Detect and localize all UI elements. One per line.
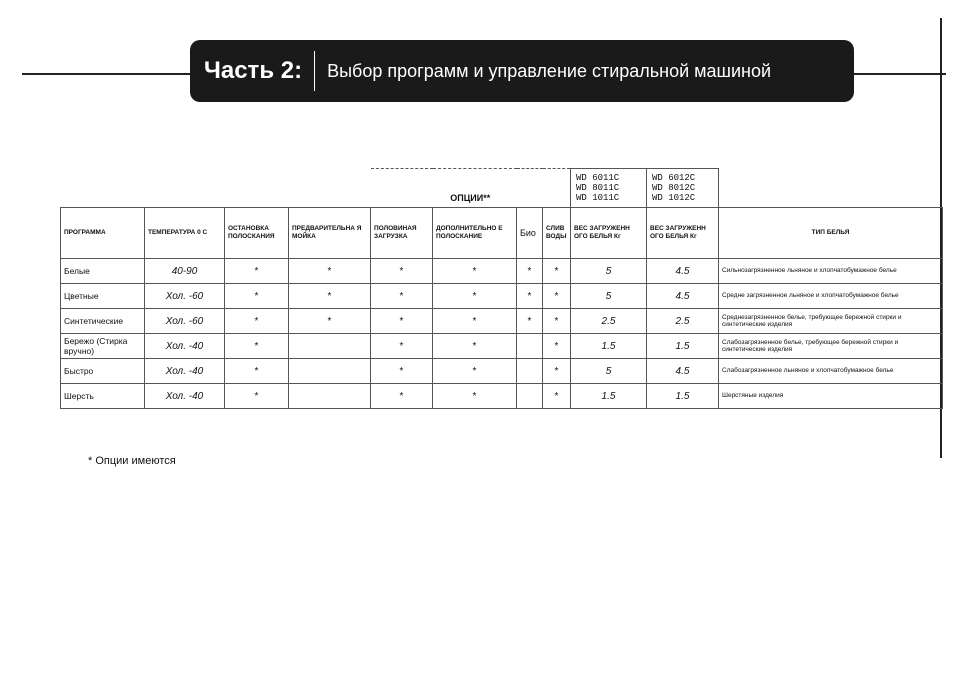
table-cell: 5 <box>571 284 647 309</box>
table-cell: * <box>225 259 289 284</box>
table-row <box>61 309 943 334</box>
table-cell: * <box>543 259 571 284</box>
program-name: Белые <box>61 259 145 284</box>
col-header: ДОПОЛНИТЕЛЬНО Е ПОЛОСКАНИЕ <box>433 208 517 259</box>
header-row <box>61 208 943 259</box>
table-cell: * <box>289 309 371 334</box>
table-cell: 1.5 <box>647 384 719 409</box>
options-group-header: ОПЦИИ** <box>371 169 571 208</box>
models-col2: WD 6012C WD 8012C WD 1012C <box>647 169 719 208</box>
table-cell: * <box>225 359 289 384</box>
table-cell: * <box>543 309 571 334</box>
table-cell: * <box>225 309 289 334</box>
table-cell <box>517 334 543 359</box>
col-header: ВЕС ЗАГРУЖЕНН ОГО БЕЛЬЯ Кг <box>571 208 647 259</box>
section-banner <box>190 40 854 102</box>
table-cell: 1.5 <box>571 384 647 409</box>
col-header: СЛИВ ВОДЫ <box>543 208 571 259</box>
program-table <box>60 168 943 409</box>
table-cell: Хол. -60 <box>145 309 225 334</box>
table-cell <box>517 359 543 384</box>
table-cell: * <box>543 384 571 409</box>
col-header: ПОЛОВИНАЯ ЗАГРУЗКА <box>371 208 433 259</box>
models-row <box>61 169 943 208</box>
table-cell: * <box>433 384 517 409</box>
program-name: Синтетические <box>61 309 145 334</box>
models-col1: WD 6011C WD 8011C WD 1011C <box>571 169 647 208</box>
table-cell: * <box>433 284 517 309</box>
table-cell: * <box>371 359 433 384</box>
table-cell: 5 <box>571 359 647 384</box>
table-cell: 40-90 <box>145 259 225 284</box>
table-cell: * <box>371 284 433 309</box>
table-cell: * <box>517 259 543 284</box>
table-cell: * <box>433 334 517 359</box>
table-cell: * <box>225 284 289 309</box>
table-cell <box>289 384 371 409</box>
footnote: * Опции имеются <box>88 455 176 467</box>
table-cell: * <box>517 309 543 334</box>
table-cell: 4.5 <box>647 284 719 309</box>
table-cell: 2.5 <box>647 309 719 334</box>
table-row <box>61 259 943 284</box>
part-label: Часть 2: <box>204 57 303 84</box>
table-cell: * <box>225 334 289 359</box>
laundry-type: Сильнозагрязненное льняное и хлопчатобумажное белье <box>719 259 943 284</box>
section-title: Выбор программ и управление стиральной машиной <box>327 60 772 81</box>
table-cell: 2.5 <box>571 309 647 334</box>
table-cell: 4.5 <box>647 259 719 284</box>
laundry-type: Шерстяные изделия <box>719 384 943 409</box>
table-cell: 5 <box>571 259 647 284</box>
laundry-type: Слабозагрязненное льняное и хлопчатобумажное белье <box>719 359 943 384</box>
table-cell <box>289 334 371 359</box>
table-cell: * <box>371 384 433 409</box>
table-cell: Хол. -40 <box>145 334 225 359</box>
table-cell: * <box>225 384 289 409</box>
table-cell: Хол. -60 <box>145 284 225 309</box>
program-name: Шерсть <box>61 384 145 409</box>
banner-divider <box>314 51 315 91</box>
table-cell: 4.5 <box>647 359 719 384</box>
table-cell: * <box>543 334 571 359</box>
laundry-type: Слабозагрязненное белье, требующее бережной стирки и синтетические изделия <box>719 334 943 359</box>
col-header: ТЕМПЕРАТУРА 0 С <box>145 208 225 259</box>
table-cell: * <box>371 334 433 359</box>
table-cell <box>289 359 371 384</box>
col-header: ПРЕДВАРИТЕЛЬНА Я МОЙКА <box>289 208 371 259</box>
table-cell: * <box>517 284 543 309</box>
table-row <box>61 334 943 359</box>
col-header: ОСТАНОВКА ПОЛОСКАНИЯ <box>225 208 289 259</box>
table-cell: * <box>543 359 571 384</box>
table-row <box>61 284 943 309</box>
col-header: ВЕС ЗАГРУЖЕНН ОГО БЕЛЬЯ Кг <box>647 208 719 259</box>
program-name: Бережо (Стирка вручно) <box>61 334 145 359</box>
program-name: Цветные <box>61 284 145 309</box>
col-header: Био <box>517 208 543 259</box>
table-cell: * <box>543 284 571 309</box>
table-cell: * <box>433 359 517 384</box>
table-cell: * <box>289 259 371 284</box>
table-cell: 1.5 <box>647 334 719 359</box>
laundry-type: Средне загрязненное льняное и хлопчатобумажное белье <box>719 284 943 309</box>
table-cell <box>517 384 543 409</box>
table-cell: * <box>289 284 371 309</box>
col-header: ТИП БЕЛЬЯ <box>719 208 943 259</box>
table-cell: * <box>433 259 517 284</box>
table-cell: Хол. -40 <box>145 384 225 409</box>
table-cell: 1.5 <box>571 334 647 359</box>
table-cell: * <box>371 259 433 284</box>
table-cell: * <box>433 309 517 334</box>
table-cell: Хол. -40 <box>145 359 225 384</box>
laundry-type: Среднезагрязненное белье, требующее бережной стирки и синтетические изделия <box>719 309 943 334</box>
table-row <box>61 384 943 409</box>
table-cell: * <box>371 309 433 334</box>
col-header: ПРОГРАММА <box>61 208 145 259</box>
program-name: Быстро <box>61 359 145 384</box>
table-row <box>61 359 943 384</box>
